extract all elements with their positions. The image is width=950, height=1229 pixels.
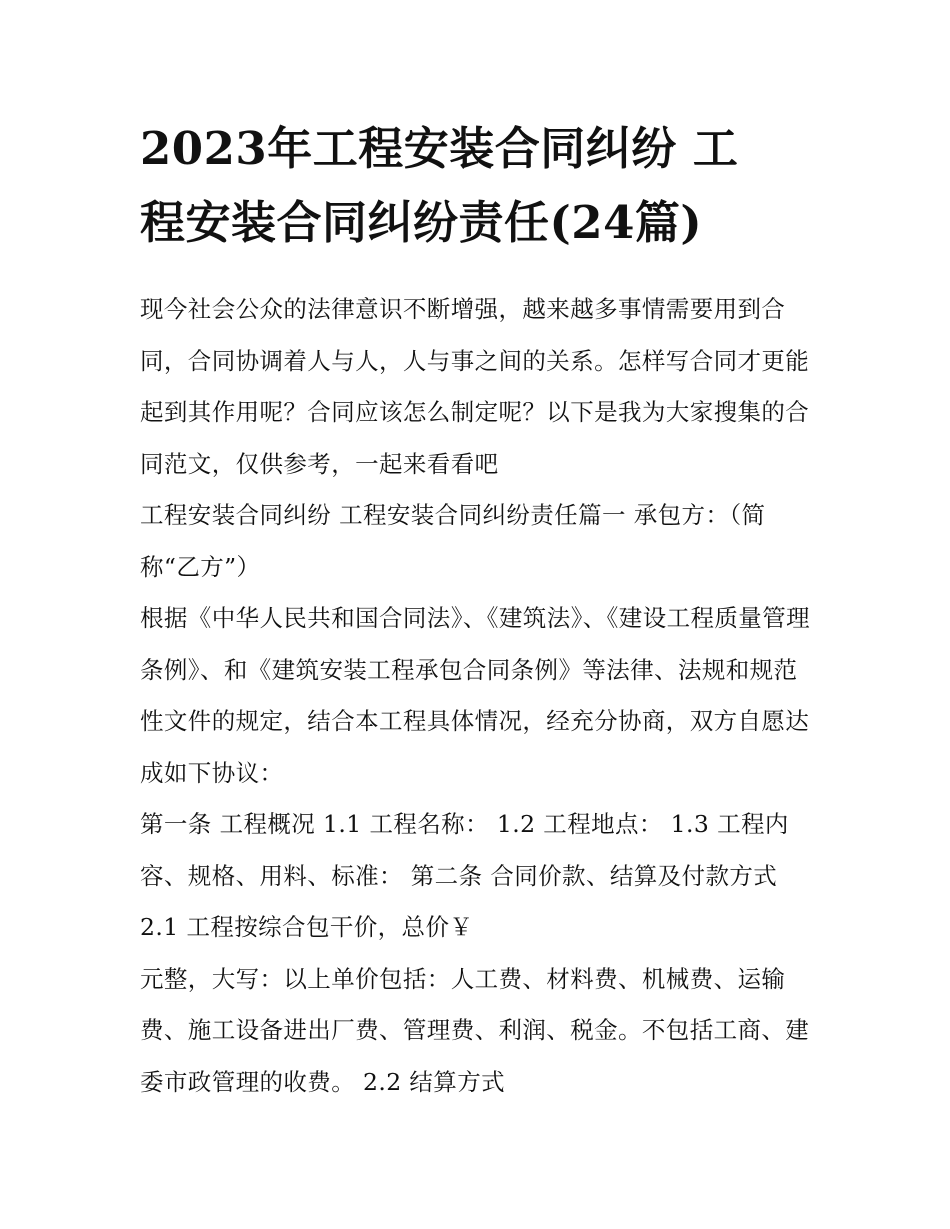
document-title-line-2: 程安装合同纠纷责任(24篇)	[140, 196, 703, 249]
document-title	[140, 112, 830, 260]
paragraph-article-one: 第一条 工程概况 1.1 工程名称： 1.2 工程地点： 1.3 工程内容、规格、用料、标准： 第二条 合同价款、结算及付款方式 2.1 工程按综合包干价，总价￥	[140, 810, 789, 941]
paragraph-price-details: 元整，大写：以上单价包括：人工费、材料费、机械费、运输费、施工设备进出厂费、管理费、利润、税金。不包括工商、建委市政管理的收费。 2.2 结算方式	[140, 964, 810, 1096]
paragraph-contractor: 工程安装合同纠纷 工程安装合同纠纷责任篇一 承包方：（简称“乙方”）	[140, 501, 766, 581]
document-body	[140, 284, 820, 1108]
paragraph-legal-basis: 根据《中华人民共和国合同法》、《建筑法》、《建设工程质量管理条例》、和《建筑安装工程承包合同条例》等法律、法规和规范性文件的规定，结合本工程具体情况，经充分协商，双方自愿达成如下协议：	[140, 604, 810, 787]
document-title-line-1: 2023年工程安装合同纠纷 工	[140, 122, 739, 175]
paragraph-intro: 现今社会公众的法律意识不断增强，越来越多事情需要用到合同，合同协调着人与人，人与事之间的关系。怎样写合同才更能起到其作用呢？合同应该怎么制定呢？以下是我为大家搜集的合同范文，仅供参考，一起来看看吧	[140, 295, 810, 478]
